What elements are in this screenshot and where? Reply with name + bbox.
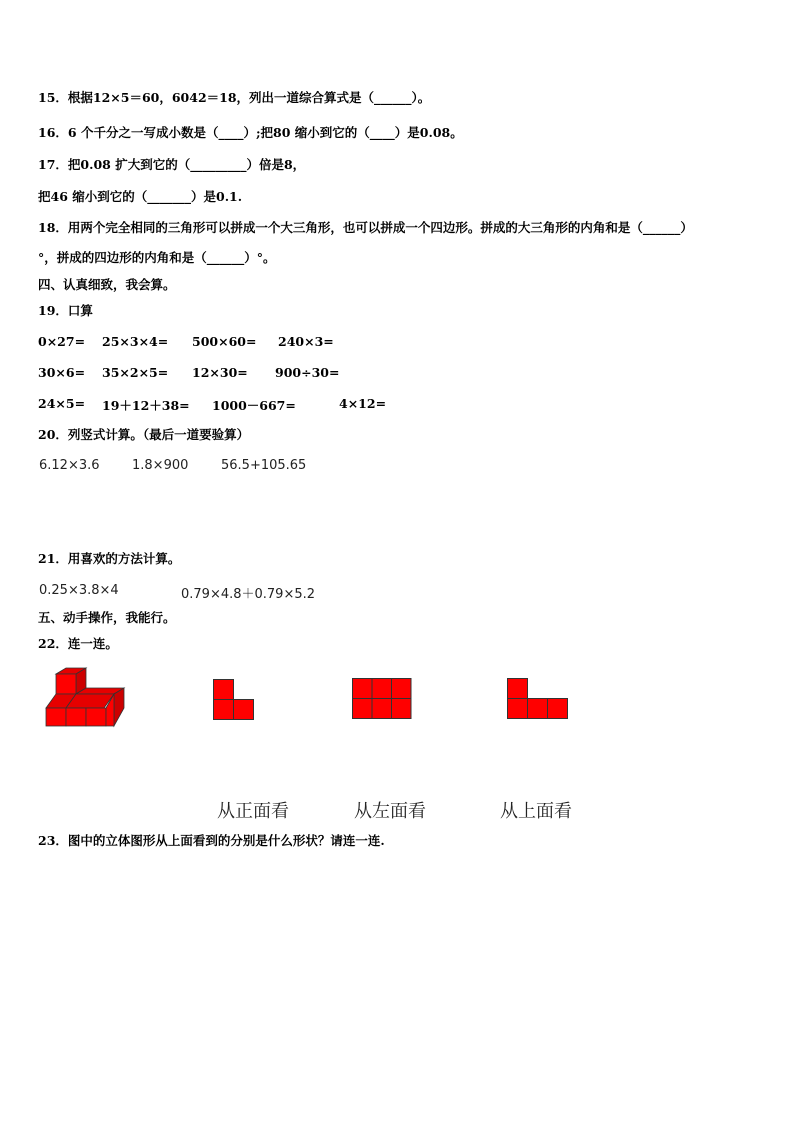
question-18-line2: °，拼成的四边形的内角和是（______）°。 xyxy=(38,250,276,265)
question-22: 22．连一连。 xyxy=(38,636,118,651)
oral-calc-r3c2: 19＋12＋38= xyxy=(102,398,190,413)
cube-solid-figure xyxy=(44,666,128,728)
section-4-heading: 四、认真细致，我会算。 xyxy=(38,277,176,292)
vertical-calc-1: 6.12×3.6 xyxy=(39,458,100,473)
question-23: 23．图中的立体图形从上面看到的分别是什么形状？请连一连. xyxy=(38,833,385,848)
question-21: 21．用喜欢的方法计算。 xyxy=(38,551,181,566)
oral-calc-r1c2: 25×3×4= xyxy=(102,334,169,349)
oral-calc-r3c1: 24×5= xyxy=(38,396,86,411)
oral-calc-r2c3: 12×30= xyxy=(192,365,248,380)
question-19: 19．口算 xyxy=(38,303,93,318)
oral-calc-r2c4: 900÷30= xyxy=(275,365,340,380)
section-5-heading: 五、动手操作，我能行。 xyxy=(38,610,176,625)
question-17-line1: 17．把0.08 扩大到它的（_________）倍是8， xyxy=(38,157,306,172)
oral-calc-r2c2: 35×2×5= xyxy=(102,365,169,380)
l-shape-view-wide xyxy=(507,678,569,720)
oral-calc-r1c4: 240×3= xyxy=(278,334,334,349)
question-16: 16．6 个千分之一写成小数是（____）;把80 缩小到它的（____）是0.08。 xyxy=(38,125,463,140)
question-18-line1: 18．用两个完全相同的三角形可以拼成一个大三角形，也可以拼成一个四边形。拼成的大三角形的内角和是（______） xyxy=(38,220,693,235)
oral-calc-r3c4: 4×12= xyxy=(339,396,387,411)
easy-calc-1: 0.25×3.8×4 xyxy=(39,583,119,598)
view-label-left: 从左面看 xyxy=(354,801,426,822)
oral-calc-r3c3: 1000－667= xyxy=(212,398,296,413)
l-shape-view-small xyxy=(213,679,255,721)
view-label-front: 从正面看 xyxy=(217,801,289,822)
question-17-line2: 把46 缩小到它的（_______）是0.1. xyxy=(38,189,243,204)
view-label-top: 从上面看 xyxy=(500,801,572,822)
vertical-calc-2: 1.8×900 xyxy=(132,458,189,473)
oral-calc-r2c1: 30×6= xyxy=(38,365,86,380)
easy-calc-2: 0.79×4.8＋0.79×5.2 xyxy=(181,587,316,602)
rectangle-grid-view xyxy=(352,678,412,720)
oral-calc-r1c1: 0×27= xyxy=(38,334,86,349)
oral-calc-r1c3: 500×60= xyxy=(192,334,257,349)
question-20: 20．列竖式计算。（最后一道要验算） xyxy=(38,427,250,442)
question-15: 15．根据12×5＝60，6042＝18，列出一道综合算式是（______）。 xyxy=(38,90,431,105)
vertical-calc-3: 56.5+105.65 xyxy=(221,458,307,473)
